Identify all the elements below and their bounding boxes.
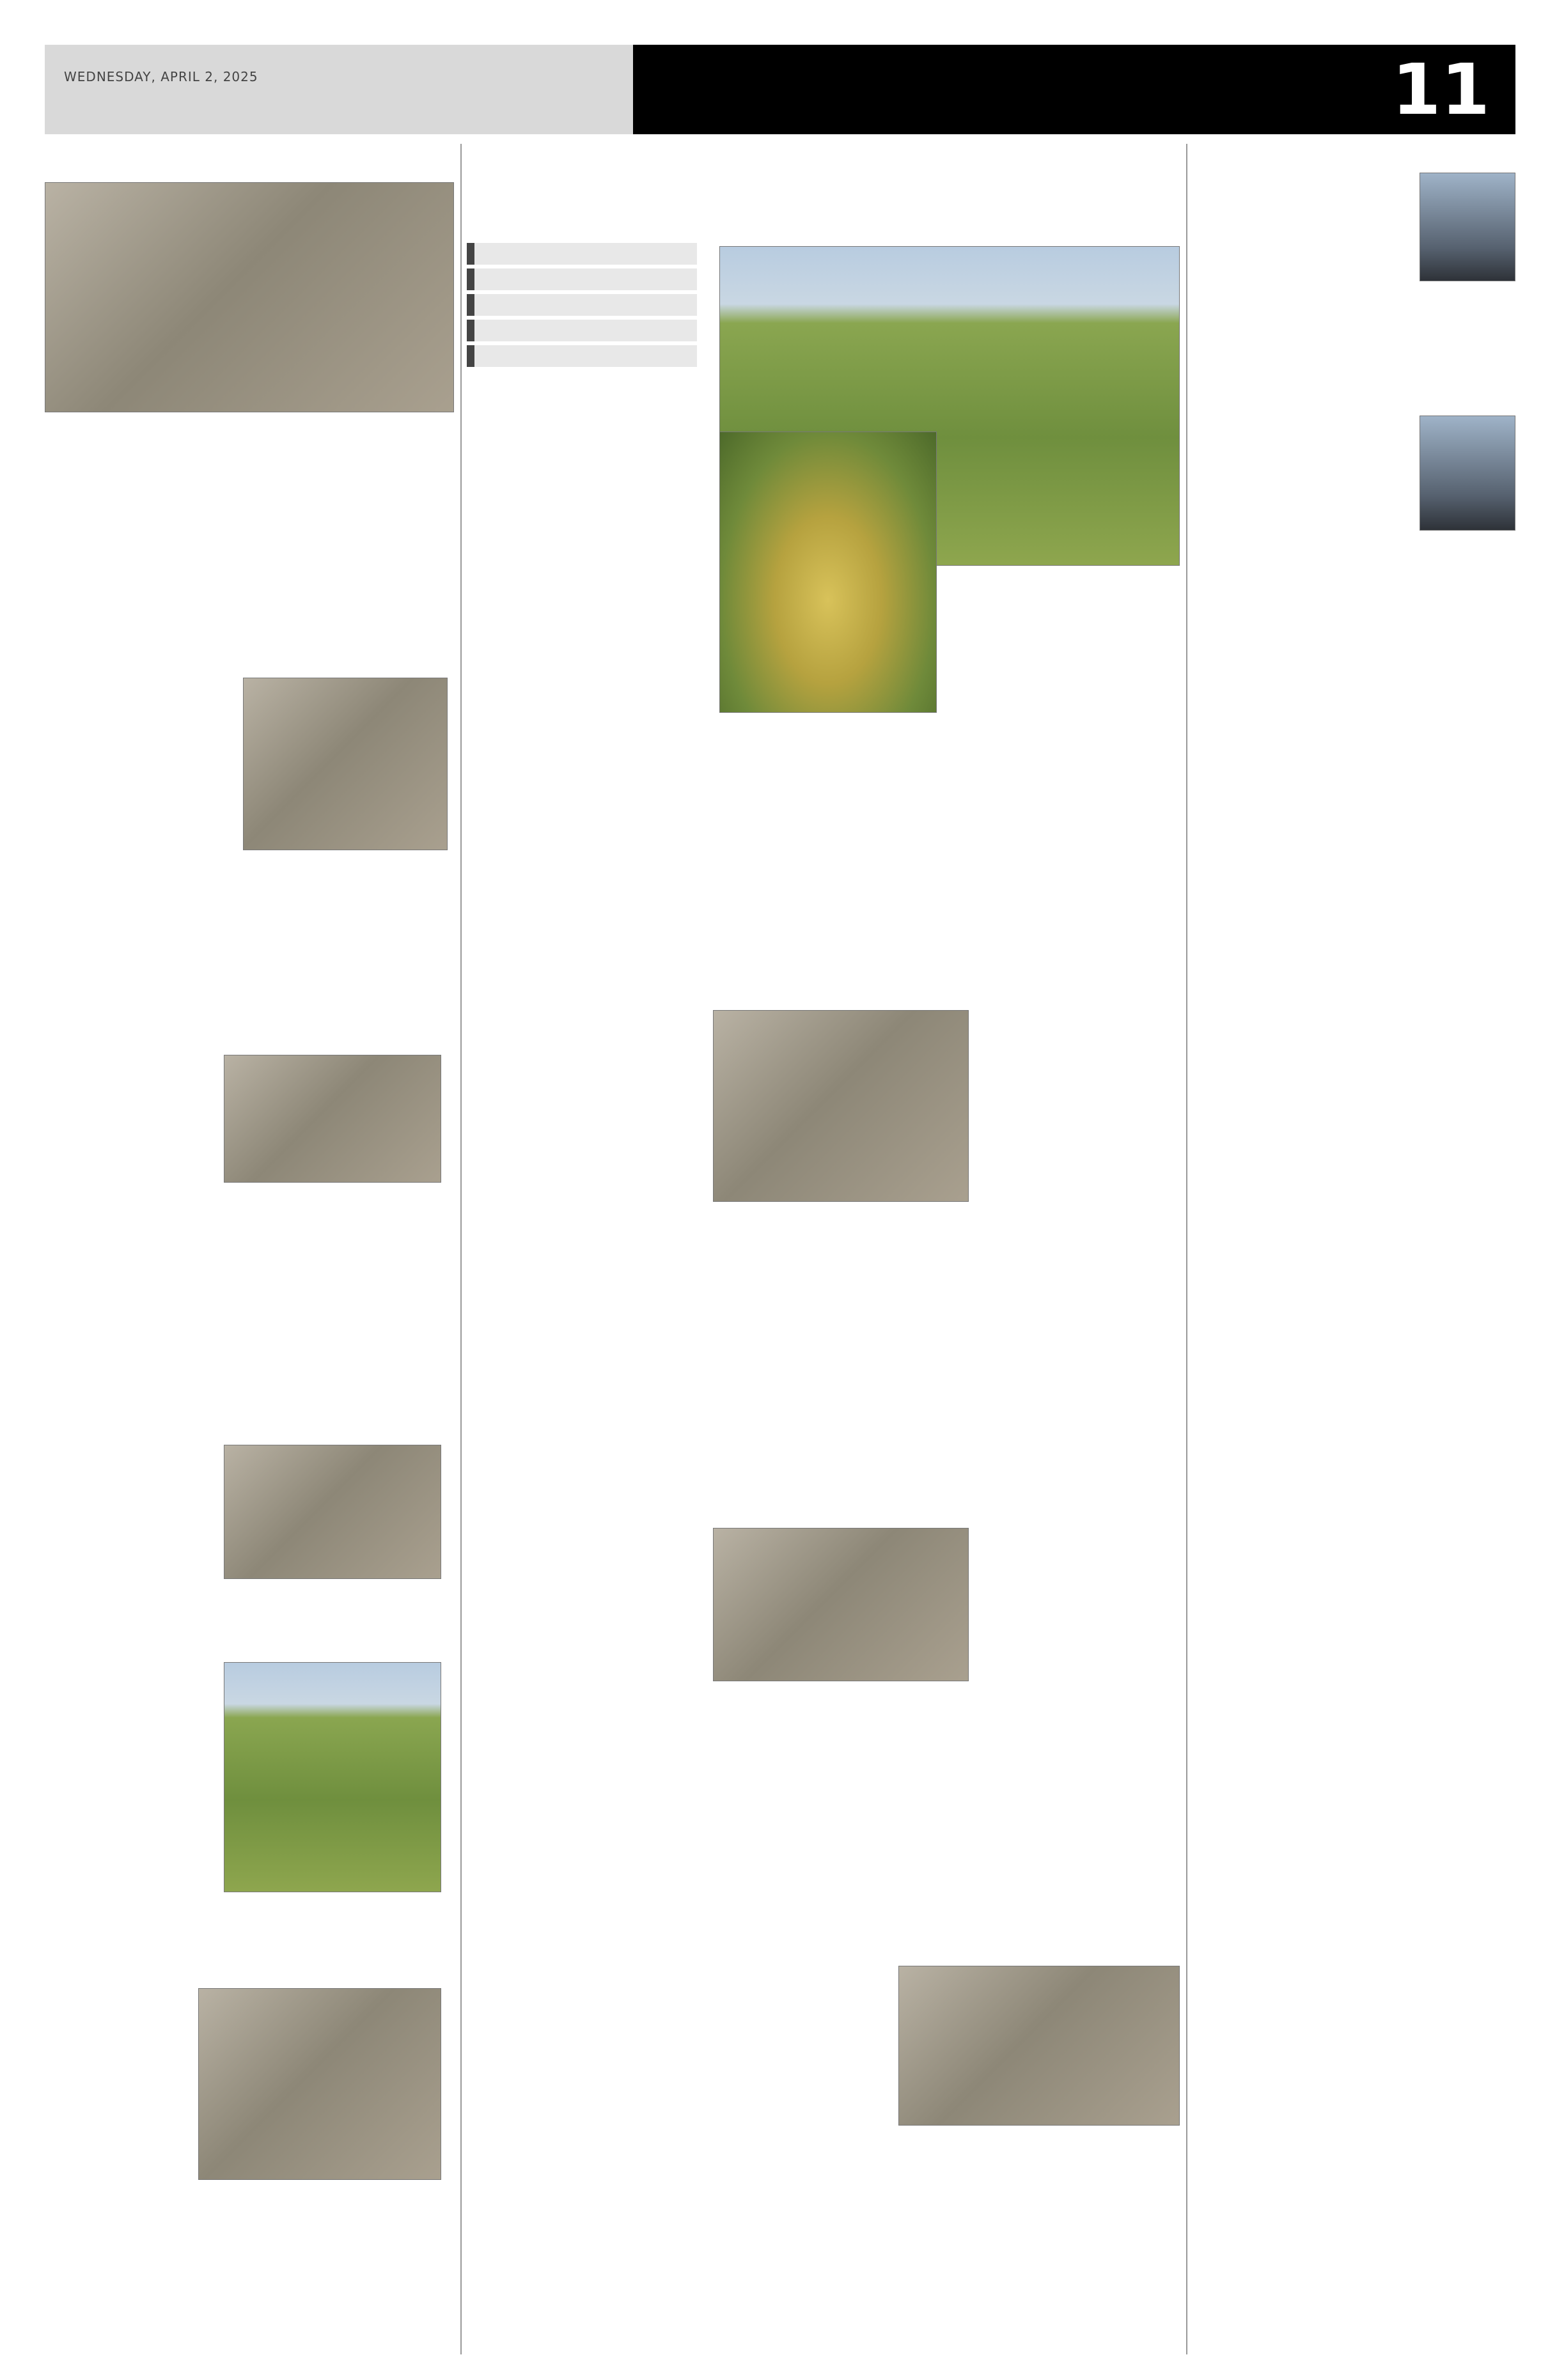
right-column: [1193, 144, 1515, 2354]
article-headline: [713, 975, 969, 1010]
article-headline: [45, 144, 454, 182]
article: [45, 144, 454, 636]
article: [1193, 368, 1515, 591]
article-photo: [713, 1528, 969, 1681]
article-headline: [1193, 1768, 1515, 1793]
article: [1193, 1026, 1515, 1256]
article-headline: [467, 1908, 703, 1943]
lead-bullet: [467, 345, 697, 367]
article-headline: [978, 975, 1180, 1010]
article-headline: [1193, 2337, 1515, 2362]
article-headline: [1193, 1026, 1515, 1052]
article: [45, 1410, 454, 1621]
article: [713, 975, 969, 1486]
lead-article: [467, 144, 1180, 968]
article: [1193, 2337, 1515, 2380]
article-headline: [1193, 1608, 1515, 1633]
left-column: [45, 144, 454, 2354]
article-photo: [224, 1662, 441, 1892]
article-headline: [45, 642, 454, 678]
column-divider: [460, 144, 462, 2354]
page-number: 11: [1391, 49, 1490, 130]
article: [1193, 1454, 1515, 1601]
lead-bullet-list: [467, 243, 697, 371]
article-headline: [45, 2253, 454, 2289]
article: [1193, 860, 1515, 1020]
article: [1193, 144, 1515, 361]
masthead-date-block: [45, 45, 633, 134]
article: [467, 975, 703, 1895]
article: [45, 1020, 454, 1403]
article-headline: [1193, 598, 1515, 626]
article: [45, 1953, 454, 2247]
masthead-edition-block: [633, 45, 1515, 134]
article-photo: [224, 1055, 441, 1183]
article: [45, 2253, 454, 2380]
article-headline: [45, 1953, 454, 1988]
article-photo: [898, 1966, 1180, 2126]
article: [1193, 1608, 1515, 1761]
portrait-photo: [1420, 416, 1515, 531]
lead-bullet: [467, 268, 697, 290]
lead-bullet: [467, 243, 697, 265]
page-masthead: [45, 45, 1515, 134]
article: [1193, 2138, 1515, 2330]
lead-photo-paddy: [719, 432, 937, 713]
lead-bullet: [467, 320, 697, 341]
article-photo: [45, 182, 454, 412]
article: [1193, 1263, 1515, 1448]
lead-headline: [467, 144, 1180, 233]
article-headline: [45, 1410, 454, 1445]
article: [467, 2183, 703, 2380]
article-headline: [1193, 2138, 1515, 2164]
article-headline: [1193, 144, 1515, 169]
portrait-photo: [1420, 173, 1515, 281]
article-headline: [713, 1908, 1180, 1966]
article-headline: [1193, 1454, 1515, 1480]
article-headline: [45, 1020, 454, 1055]
column-divider: [1186, 144, 1187, 2354]
article-headline: [467, 2183, 703, 2218]
article-headline: [1193, 368, 1515, 412]
article-headline: [1193, 1263, 1515, 1288]
masthead-date: WEDNESDAY, APRIL 2, 2025: [64, 69, 258, 84]
article-photo: [198, 1988, 441, 2180]
article: [45, 1627, 454, 1947]
article: [1193, 1768, 1515, 1940]
lead-bullet: [467, 294, 697, 316]
article-headline: [713, 1493, 969, 1528]
middle-column: [467, 144, 1180, 2354]
article: [45, 642, 454, 1013]
article: [1193, 598, 1515, 853]
article: [1193, 1947, 1515, 2132]
article: [978, 975, 1180, 1902]
article-photo: [224, 1445, 441, 1579]
article-photo: [713, 1010, 969, 1202]
article-headline: [467, 975, 703, 1026]
article: [713, 1908, 1180, 2380]
article: [467, 1908, 703, 2177]
article-headline: [1193, 860, 1515, 885]
article: [713, 1493, 969, 1902]
article-headline: [1193, 1947, 1515, 1972]
article-headline: [45, 1627, 454, 1662]
article-photo: [243, 678, 448, 850]
